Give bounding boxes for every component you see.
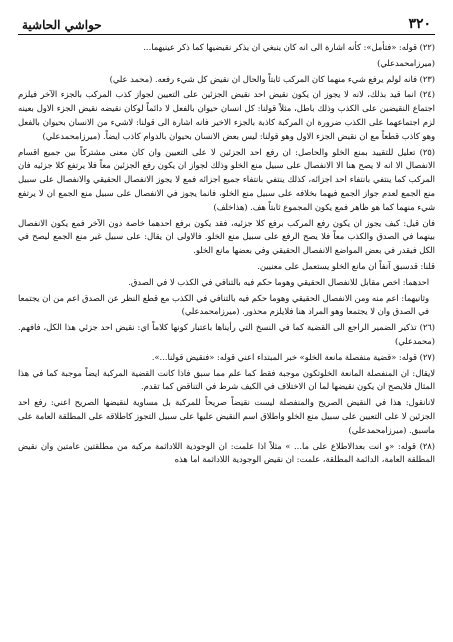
reply-paragraph-2: لانانقول: هذا في النقيض الصريح والمنفصلة ليست نقيضاً صريحاً للمركبة بل مساوية لنقيضها الصريح اعني: رفع احد الجزئين لا على التعيين على سبيل منع الخلو واطلاق اسم النقيض عليها على سبيل التجوز كاطلاقه على المطلقة العامة على ماسبق. (ميرزامحمدعلي) [18, 397, 435, 435]
running-title: حواشي الحاشية [22, 18, 102, 32]
page-header [18, 10, 435, 35]
note-26: (٢٦) تذكير الضمير الراجع الى القضية كما في النسخ التي رأيناها باعتبار كونها كلاماً اي: نقيض احد جزئي هذا الكل، فافهم. (محمدعلي) [18, 322, 435, 346]
note-24: (٢٤) انما قيد بذلك، لانه لا يجوز ان يكون نقيض احد نقيض الجزئين على التعيين لجواز كذب المركب بالجزء الآخر فيلزم اجتماع النقيضين على الكذب وذلك باطل، مثلاً قولنا: كل انسان حيوان بالفعل لا دائماً لوكان نقيضه نقيض الجزء الاول بعينه لزم اجتماعهما على الكذب ضرورة ان المركبة كاذبة بالجزء الاخير فانه اشارة الى قولنا: لاشيء من الانسان بحيوان بالفعل وهو كاذب قطعاً مع ان نقيض الجزء الاول وهو قولنا: ليس بعض الانسان بحيوان بالدوام كاذب ايضاً. (ميرزامحمدعلي) [18, 89, 435, 141]
note-22: (٢٢) قوله: «فتأمل»: كأنه اشارة الى انه كان ينبغي ان يذكر نقيضيها كما ذكر عينيهما... [143, 42, 435, 52]
reply-paragraph: قلنا: قدسبق آنفاً ان مانع الخلو يستعمل على معنيين. [257, 260, 435, 271]
note-27: (٢٧) قوله: «قضية منفصلة مانعة الخلو» خبر المبتداء اعني قوله: «فنقيض قولنا...». [151, 351, 435, 362]
objection-paragraph: فان قيل: كيف يجوز ان يكون رفع المركب برفع كلا جزئيه، فقد يكون برفع احدهما خاصة دون الآخر فمع يكون الانفصال بينهما في الصدق والكذب معاً فلا يصح الرفع على سبيل منع الخلو. فالاولى ان يقال: على سبيل غير منع الجمع ليصح في الكل فيقدر في بعض المواضع الانفصال الحقيقي وفي بعضها مانع الخلو. [18, 217, 435, 256]
note-22-attribution: (ميرزامحمدعلي) [377, 57, 435, 68]
note-28: (٢٨) قوله: «و انت بعدالاطلاع على ما... » مثلاً اذا علمت: ان الوجودية اللاداثمة مركبة من مطلقتين عامتين وان نقيض المطلقة العامة، الدائمة المطلقة، علمت: ان نقيض الوجودية اللاداثمة اما هذه [18, 440, 435, 465]
first-meaning-paragraph: احدهما: اخص مقابل للانفصال الحقيقي وهوما حكم فيه بالتنافي في الكذب لا في الصدق. [128, 276, 429, 287]
note-25: (٢٥) تعليل للتقييد بمنع الخلو والحاصل: ان رفع احد الجزئين لا على التعيين وان كان معنى مشتركاً بين جميع اقسام الانفصال الا انه لا يصح هنا الا الانفصال على سبيل منع الخلو وذلك لجواز ان يكون رفع الجزئين معاً فلا يرتفع كلا جزئيه فان المركب كما ينتفي بانتفاء احد اجزائه، كذلك ينتفي بانتفاء جميع اجزائه فمع لا يجوز الانفصال الحقيقي والانفصال على سبيل منع الجمع لعدم جواز الجمع فيهما بخلافه على سبيل منع الخلو، فانما يجوز في الانفصال على سبيل منع الجمع ان لا يرتفع شيء منهما كما هو ظاهر فمع يكون المجموع ثابتاً هف. (هذاخلف) [18, 146, 435, 212]
note-23: (٢٣) فانه لولم يرفع شيء منهما كان المركب ثابتاً والحال ان نقيض كل شيء رفعه. (محمد علي) [109, 73, 435, 84]
objection-paragraph-2: لايقال: ان المنفصلة المانعة الخلوتكون موجبة فقط كما علم مما سبق فاذا كانت القضية المركبة ايضاً موجبة كما في هذا المثال فلايصح ان يكون نقيضها لما ان الاختلاف في الكيف شرط في التناقض كما تقدم. [18, 367, 435, 392]
page-number: ٣٢٠ [408, 16, 431, 32]
document-page [18, 10, 435, 630]
second-meaning-paragraph: وثانيهما: اعم منه ومن الانفصال الحقيقي وهوما حكم فيه بالتنافي في الكذب مع قطع النظر عن الصدق اعم من ان يجتمعا في الصدق وان لا يجتمعا وهو المراد هنا فلايلزم محذور. (ميرزامحمدعلي) [18, 292, 429, 317]
body-text [18, 41, 435, 467]
